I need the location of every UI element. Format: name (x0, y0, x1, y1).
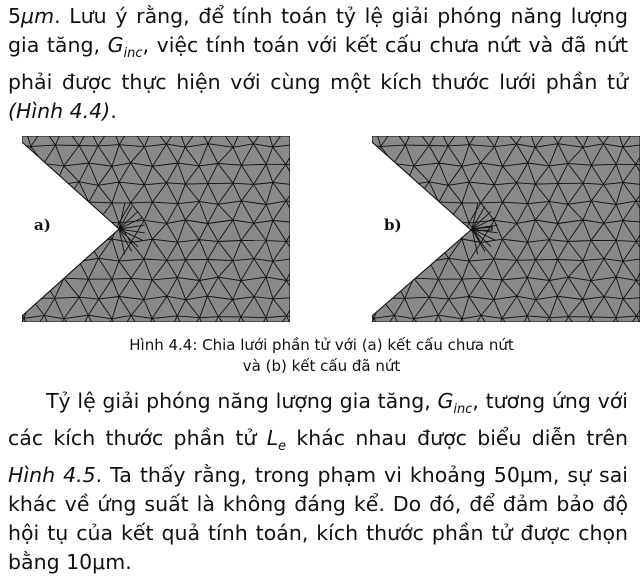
symbol-g: G (107, 33, 124, 57)
mesh-edge (414, 239, 439, 242)
mesh-edge (372, 278, 374, 298)
mesh-edge (22, 185, 24, 204)
symbol-l: L (266, 426, 279, 450)
mesh-edge (405, 258, 429, 262)
mesh-edge (414, 239, 429, 261)
mesh-edge (22, 204, 24, 222)
mesh-edge (448, 221, 462, 239)
paragraph-results (8, 387, 628, 577)
text-segment: , tương ứng với các kích thước phần tử (8, 389, 628, 450)
mesh-edge (22, 221, 31, 222)
mesh-edge (64, 239, 89, 242)
mesh-edge (22, 223, 24, 240)
mesh-edge (24, 278, 31, 299)
mesh-edge (64, 204, 79, 222)
mesh-edge (372, 164, 374, 165)
mesh-edge (24, 164, 43, 166)
mesh-edge (44, 278, 64, 280)
mesh-edge (381, 258, 405, 262)
text-segment: . Lưu ý rằng, để tính toán tỷ lệ giải phóng năng lượng gia tăng, (8, 4, 628, 57)
mesh-edge (44, 201, 64, 203)
mesh-edge (55, 239, 64, 258)
mesh-edge (372, 204, 374, 222)
mesh-edge (24, 240, 44, 242)
mesh-edge (55, 258, 79, 262)
mesh-edge (429, 202, 439, 222)
mesh-edge (372, 165, 374, 185)
mesh-edge (89, 221, 99, 243)
mesh-edge (22, 144, 24, 165)
mesh-edge (381, 280, 394, 298)
panel-label-a: a) (34, 216, 51, 234)
mesh-edge (372, 144, 374, 165)
mesh-edge (372, 223, 374, 240)
mesh-edge (517, 260, 536, 261)
mesh-edge (414, 204, 429, 222)
mesh-edge (55, 222, 64, 239)
mesh-edge (372, 278, 374, 281)
lead-number: 5 (8, 4, 22, 28)
text-segment: . Ta thấy rằng, trong phạm vi khoảng 50μm, sự sai khác về ứng suất là không đáng kể. Do đó, để đảm bảo độ hội tụ của kết quả tính toán, kích thước phần tử được chọn bằng 10μm. (8, 463, 628, 574)
text-segment: . (110, 99, 117, 123)
mesh-edge (22, 278, 24, 298)
mesh-edge (372, 240, 374, 258)
mesh-edge (22, 297, 31, 298)
mesh-edge (374, 221, 381, 240)
mesh-edge (381, 262, 394, 280)
mesh-edge (55, 258, 64, 278)
symbol-subscript: e (278, 439, 287, 454)
mesh-edge (374, 204, 381, 221)
paragraph-intro (8, 2, 628, 126)
mesh-edge (405, 258, 414, 278)
mesh-panel-uncracked (22, 136, 290, 322)
symbol-g: G (437, 389, 454, 413)
mesh-diagram-a (22, 136, 290, 322)
mesh-edge (24, 240, 31, 262)
figure-mesh (0, 136, 643, 322)
text-segment: khác nhau được biểu diễn trên (286, 426, 628, 450)
mesh-edge (374, 240, 394, 242)
mesh-edge (31, 280, 44, 298)
mesh-edge (79, 221, 98, 222)
mesh-panel-cracked (372, 136, 640, 322)
mesh-edge (374, 240, 381, 262)
mesh-edge (405, 222, 414, 239)
mesh-edge (374, 262, 381, 278)
mesh-edge (394, 242, 405, 258)
mesh-edge (31, 182, 56, 185)
mesh-edge (22, 182, 31, 185)
mesh-edge (381, 242, 394, 262)
mesh-edge (372, 221, 381, 222)
mesh-edge (374, 182, 381, 204)
mesh-edge (372, 182, 381, 185)
mesh-edge (44, 242, 55, 258)
mesh-edge (167, 260, 186, 261)
mesh-edge (429, 222, 438, 242)
mesh-edge (22, 164, 24, 165)
mesh-edge (372, 258, 381, 261)
mesh-edge (98, 221, 112, 239)
mesh-edge (24, 221, 31, 240)
mesh-edge (439, 221, 449, 243)
mesh-edge (372, 240, 374, 242)
mesh-edge (394, 278, 414, 280)
symbol-subscript: inc (123, 46, 143, 61)
panel-label-b: b) (384, 216, 402, 234)
mesh-edge (64, 239, 79, 261)
mesh-edge (381, 164, 394, 182)
mesh-edge (372, 258, 374, 277)
mesh-edge (394, 239, 414, 242)
mesh-edge (394, 201, 414, 203)
mesh-edge (44, 258, 55, 280)
mesh-edge (374, 164, 393, 166)
mesh-edge (394, 185, 406, 201)
mesh-edge (64, 202, 89, 204)
mesh-edge (79, 202, 89, 222)
mesh-elements (372, 136, 640, 322)
mesh-edge (24, 182, 31, 204)
figure-reference: (Hình 4.4) (8, 99, 111, 123)
mesh-edge (22, 258, 24, 277)
caption-line-1: Hình 4.4: Chia lưới phần tử với (a) kết cấu chưa nứt (129, 336, 514, 354)
mesh-edge (22, 240, 24, 242)
mesh-edge (372, 185, 374, 204)
mesh-edge (44, 239, 64, 242)
mesh-edge (374, 278, 381, 299)
mesh-edge (44, 185, 56, 201)
mesh-edge (79, 222, 88, 242)
mesh-edge (414, 222, 429, 239)
mesh-edge (31, 164, 44, 182)
mesh-edge (394, 258, 405, 280)
mesh-edge (24, 262, 31, 278)
mesh-edge (405, 239, 414, 258)
text-segment: , việc tính toán với kết cấu chưa nứt và đã nứt phải được thực hiện với cùng một kích thước lưới phần tử (8, 33, 628, 94)
mesh-edge (372, 201, 374, 204)
mesh-edge (31, 242, 44, 262)
mesh-edge (64, 222, 79, 239)
lead-unit: μm (21, 4, 55, 28)
mesh-edge (55, 185, 64, 203)
mesh-edge (381, 182, 406, 185)
mesh-edge (24, 278, 44, 281)
symbol-subscript: inc (453, 402, 473, 417)
mesh-diagram-b (372, 136, 640, 322)
figure-caption (0, 335, 643, 377)
mesh-elements (22, 136, 290, 322)
mesh-edge (22, 278, 24, 281)
mesh-edge (24, 165, 31, 182)
mesh-edge (31, 182, 44, 201)
mesh-edge (374, 278, 394, 281)
mesh-edge (22, 165, 24, 185)
mesh-edge (22, 201, 24, 204)
mesh-edge (374, 201, 394, 204)
figure-reference: Hình 4.5 (8, 463, 96, 487)
mesh-edge (405, 185, 414, 203)
mesh-edge (55, 204, 64, 222)
mesh-edge (414, 202, 439, 204)
caption-line-2: và (b) kết cấu đã nứt (242, 357, 401, 375)
mesh-edge (381, 182, 394, 201)
mesh-edge (405, 204, 414, 222)
mesh-edge (31, 262, 44, 280)
mesh-edge (22, 240, 24, 258)
mesh-edge (429, 221, 448, 222)
mesh-edge (22, 258, 31, 261)
mesh-edge (24, 201, 44, 204)
text-segment: Tỷ lệ giải phóng năng lượng gia tăng, (46, 389, 438, 413)
mesh-edge (24, 204, 31, 221)
mesh-edge (535, 184, 558, 185)
mesh-edge (185, 184, 208, 185)
mesh-edge (31, 258, 55, 262)
mesh-edge (374, 165, 381, 182)
mesh-edge (372, 297, 381, 298)
